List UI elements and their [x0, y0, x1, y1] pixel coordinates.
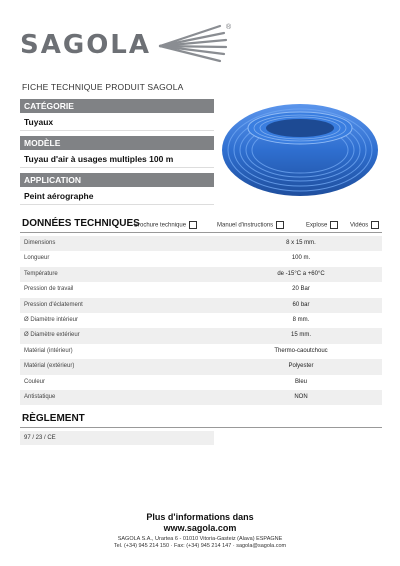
option-manuel-label: Manuel d'instructions	[217, 222, 274, 229]
technical-data-title: DONNÉES TECHNIQUES	[22, 218, 140, 229]
footer	[0, 512, 400, 549]
table-row	[20, 236, 382, 251]
application-header: APPLICATION	[20, 173, 214, 187]
spec-value: 8 x 15 mm.	[286, 240, 316, 246]
modele-value: Tuyau d'air à usages multiples 100 m	[20, 150, 214, 168]
table-row	[20, 375, 382, 390]
videos-checkbox[interactable]	[371, 221, 379, 229]
spec-key: Couleur	[24, 378, 46, 385]
table-row	[20, 251, 382, 266]
spec-key: Longueur	[24, 255, 50, 262]
explose-checkbox[interactable]	[330, 221, 338, 229]
spec-key: Antistatique	[24, 393, 56, 400]
brochure-checkbox[interactable]	[189, 221, 197, 229]
table-row	[20, 344, 382, 359]
spec-key: Matérial (intérieur)	[24, 347, 73, 354]
spec-table	[20, 236, 382, 405]
reglement-divider	[20, 427, 382, 428]
categorie-value: Tuyaux	[20, 113, 214, 131]
modele-header: MODÈLE	[20, 136, 214, 150]
footer-contact: Tel. (+34) 945 214 150 · Fax: (+34) 945 214 147 · sagola@sagola.com	[113, 543, 287, 549]
spec-value: Thermo-caoutchouc	[274, 347, 328, 354]
option-brochure[interactable]	[134, 221, 197, 229]
spec-key: Pression de travail	[24, 286, 74, 293]
option-explose[interactable]	[306, 221, 338, 229]
spec-value: Bleu	[294, 378, 307, 385]
spec-key: Ø Diamètre intérieur	[24, 316, 79, 323]
spec-key: Matérial (extérieur)	[24, 363, 75, 370]
technical-data-header	[20, 218, 382, 232]
reglement-title: RÈGLEMENT	[22, 413, 85, 424]
table-row	[20, 328, 382, 343]
manuel-checkbox[interactable]	[276, 221, 284, 229]
spec-value: NON	[294, 393, 308, 400]
table-row	[20, 313, 382, 328]
table-row	[20, 267, 382, 282]
option-explose-label: Explose	[306, 222, 328, 229]
option-manuel[interactable]	[217, 221, 284, 229]
table-row	[20, 359, 382, 374]
spec-value: 100 m.	[291, 255, 311, 262]
sagola-logo	[20, 22, 232, 68]
table-row	[20, 282, 382, 297]
table-row	[20, 390, 382, 405]
footer-website-link[interactable]: www.sagola.com	[163, 523, 237, 533]
logo-rays-icon	[158, 22, 228, 68]
spec-key: Dimensions	[24, 240, 56, 246]
spec-value: Polyester	[288, 363, 314, 370]
registered-mark: ®	[226, 24, 232, 31]
spec-value: de -15°C a +60°C	[277, 270, 325, 277]
brand-name: SAGOLA	[20, 30, 151, 60]
spec-value: 8 mm.	[292, 316, 310, 323]
application-value: Peint aérographe	[20, 187, 214, 205]
footer-address: SAGOLA S.A., Urartea 6 - 01010 Vitoria-Gasteiz (Alava) ESPAGNE	[117, 536, 283, 542]
spec-value: 15 mm.	[290, 332, 311, 339]
spec-key: Pression d'éclatement	[24, 301, 83, 308]
reglement-value: 97 / 23 / CE	[20, 431, 214, 445]
footer-info-label: Plus d'informations dans	[146, 512, 254, 522]
categorie-header: CATÉGORIE	[20, 99, 214, 113]
option-videos-label: Vidéos	[350, 222, 369, 229]
spec-key: Température	[24, 270, 58, 277]
spec-value: 60 bar	[292, 301, 310, 308]
spec-value: 20 Bar	[292, 286, 310, 293]
option-brochure-label: Brochure technique	[134, 222, 187, 229]
table-row	[20, 298, 382, 313]
hose-product-image	[218, 88, 383, 200]
spec-key: Ø Diamètre extérieur	[24, 332, 80, 339]
option-videos[interactable]	[350, 221, 379, 229]
document-title: FICHE TECHNIQUE PRODUIT SAGOLA	[22, 82, 184, 92]
technical-divider	[20, 232, 382, 233]
